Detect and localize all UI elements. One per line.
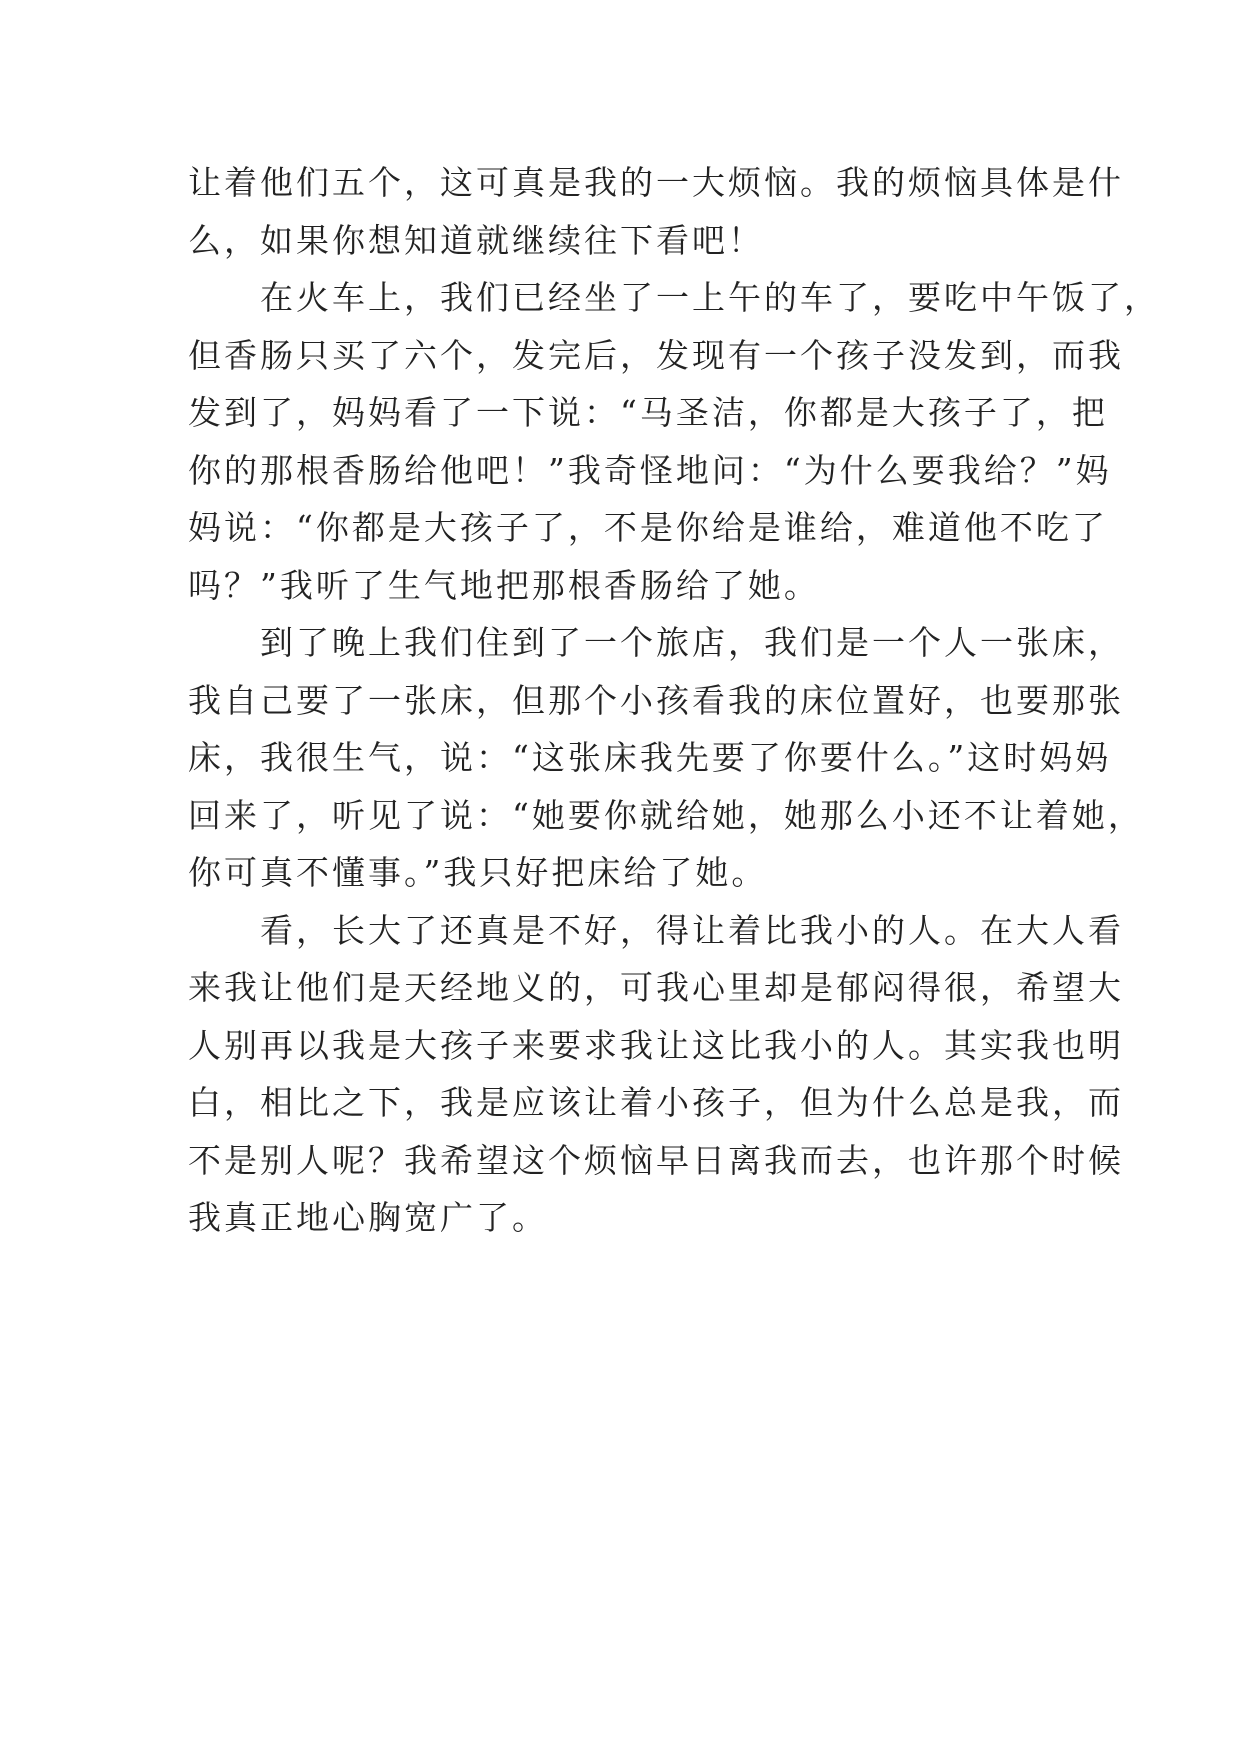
text-line: 回来了，听见了说：“她要你就给她，她那么小还不让着她， [188,795,1144,835]
text-line: 吗？”我听了生气地把那根香肠给了她。 [188,565,820,605]
text-line: 来我让他们是天经地义的，可我心里却是郁闷得很，希望大 [188,968,1124,1007]
text-line: 让着他们五个，这可真是我的一大烦恼。我的烦恼具体是什 [188,163,1124,202]
text-line: 发到了，妈妈看了一下说：“马圣洁，你都是大孩子了，把 [188,393,1108,432]
text-line: 人别再以我是大孩子来要求我让这比我小的人。其实我也明 [188,1025,1124,1065]
text-line: 白，相比之下，我是应该让着小孩子，但为什么总是我，而 [188,1083,1124,1122]
essay-body [188,154,1160,1247]
text-line: 我自己要了一张床，但那个小孩看我的床位置好，也要那张 [188,680,1124,720]
text-line: 么，如果你想知道就继续往下看吧！ [188,220,764,260]
text-line: 床，我很生气，说：“这张床我先要了你要什么。”这时妈妈 [188,738,1112,777]
text-line: 你的那根香肠给他吧！”我奇怪地问：“为什么要我给？”妈 [188,450,1112,490]
text-line: 你可真不懂事。”我只好把床给了她。 [188,853,768,892]
text-line: 我真正地心胸宽广了。 [188,1198,548,1237]
text-line: 看，长大了还真是不好，得让着比我小的人。在大人看 [188,910,1124,950]
text-line: 不是别人呢？我希望这个烦恼早日离我而去，也许那个时候 [188,1140,1124,1180]
text-line: 但香肠只买了六个，发完后，发现有一个孩子没发到，而我 [188,335,1124,375]
text-line: 妈说：“你都是大孩子了，不是你给是谁给，难道他不吃了 [188,508,1108,547]
text-line: 到了晚上我们住到了一个旅店，我们是一个人一张床， [188,623,1124,662]
text-line: 在火车上，我们已经坐了一上午的车了，要吃中午饭了， [188,278,1160,317]
